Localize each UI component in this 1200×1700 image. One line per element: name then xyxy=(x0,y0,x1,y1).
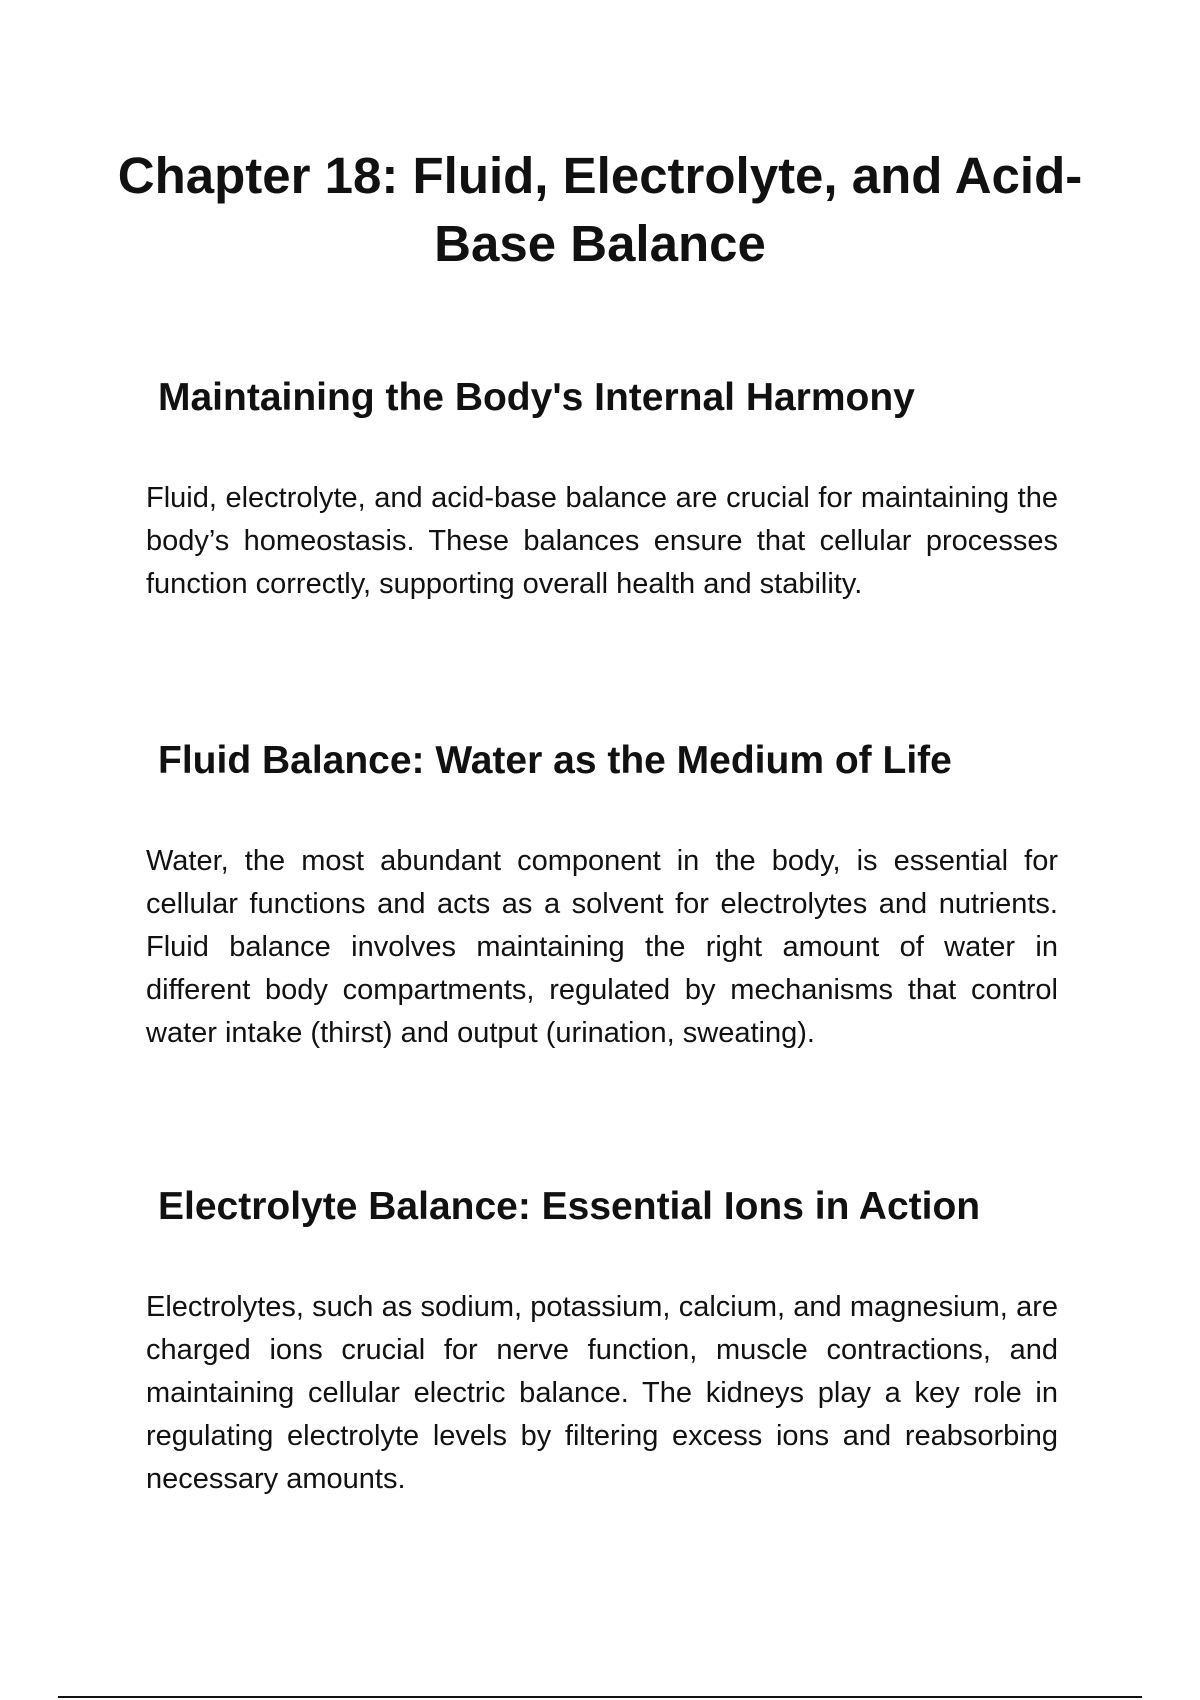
section-heading: Electrolyte Balance: Essential Ions in Action xyxy=(158,1185,981,1228)
section-paragraph: Electrolytes, such as sodium, potassium, calcium, and magnesium, are charged ions crucial for nerve function, muscle contractions, and maintaining cellular electric balance. The kidneys play a key role in regulating electrolyte levels by filtering excess ions and reabsorbing necessary amounts. xyxy=(146,1291,1058,1495)
section-paragraph: Water, the most abundant component in the body, is essential for cellular functions and acts as a solvent for electrolytes and nutrients. Fluid balance involves maintaining the right amount of water in different body compartments, regulated by mechanisms that control water intake (thirst) and output (urination, sweating). xyxy=(146,845,1058,1049)
section-heading: Maintaining the Body's Internal Harmony xyxy=(158,376,915,419)
section-heading: Fluid Balance: Water as the Medium of Life xyxy=(158,739,952,782)
chapter-title: Chapter 18: Fluid, Electrolyte, and Acid-Base Balance xyxy=(117,147,1083,272)
page-bottom-divider xyxy=(58,1696,1142,1698)
section-fluid-balance xyxy=(146,737,1058,1055)
section-electrolyte-balance xyxy=(146,1183,1058,1501)
section-paragraph: Fluid, electrolyte, and acid-base balance are crucial for maintaining the body’s homeostasis. These balances ensure that cellular processes function correctly, supporting overall health and stability. xyxy=(146,482,1058,600)
section-internal-harmony xyxy=(146,374,1058,606)
